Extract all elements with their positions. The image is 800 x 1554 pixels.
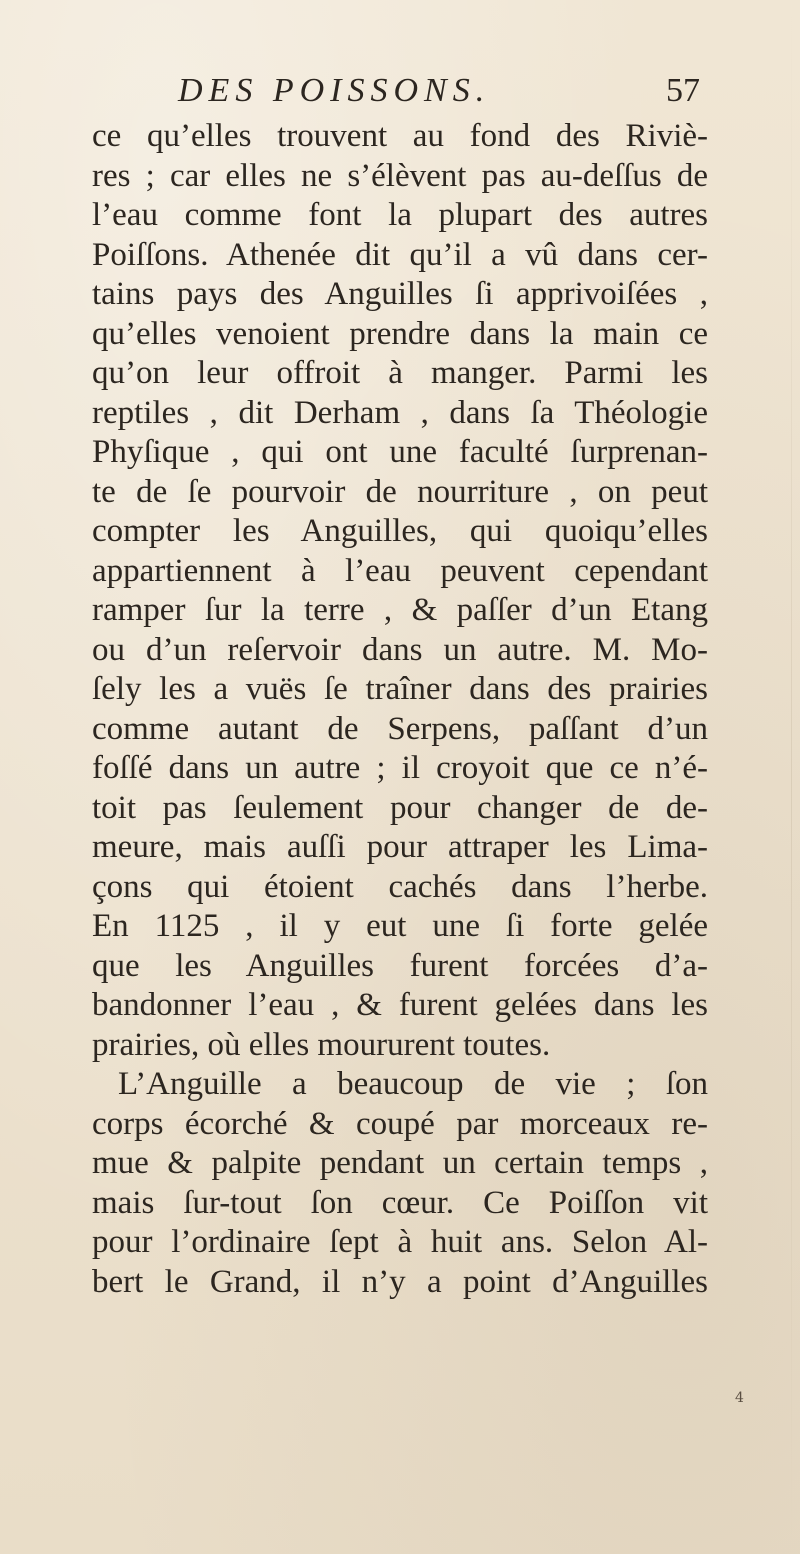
text-line: prairies, où elles moururent toutes. [92,1026,551,1063]
text-line: mue & palpite pendant un certain temps , [92,1145,708,1181]
text-line: ſely les a vuës ſe traîner dans des prairies [92,671,708,707]
text-line: reptiles , dit Derham , dans ſa Théologie [92,394,708,431]
text-line: bert le Grand, il n’y a point d’Anguilles [92,1263,708,1300]
text-line: mais ſur-tout ſon cœur. Ce Poiſſon vit [92,1184,708,1221]
signature-mark: 4 [735,1390,744,1406]
text-line: çons qui étoient cachés dans l’herbe. [92,868,708,905]
page-number: 57 [666,72,700,109]
text-line: ce qu’elles trouvent au fond des Riviè- [92,118,708,154]
text-line: l’eau comme font la plupart des autres [92,197,708,233]
text-line: qu’on leur offroit à manger. Parmi les [92,355,708,391]
text-line: qu’elles venoient prendre dans la main ce [92,315,708,352]
text-line: pour l’ordinaire ſept à huit ans. Selon Al- [92,1224,708,1260]
text-line: toit pas ſeulement pour changer de de- [92,789,708,826]
text-line: bandonner l’eau , & furent gelées dans les [92,987,708,1023]
running-head [178,72,700,112]
text-line: ramper ſur la terre , & paſſer d’un Etang [92,592,708,628]
body-text [92,117,708,1302]
text-line: compter les Anguilles, qui quoiqu’elles [92,513,708,549]
text-line: En 1125 , il y eut une ſi forte gelée [92,908,708,944]
page-edge-shadow [791,0,792,1554]
text-line: tains pays des Anguilles ſi apprivoiſées , [92,276,708,312]
text-line-paragraph-start: L’Anguille a beaucoup de vie ; ſon [118,1066,708,1102]
text-line: te de ſe pourvoir de nourriture , on peut [92,473,708,510]
text-line: que les Anguilles furent forcées d’a- [92,947,708,984]
running-title: DES POISSONS. [178,72,491,109]
text-line: ou d’un reſervoir dans un autre. M. Mo- [92,631,708,668]
text-line: Phyſique , qui ont une faculté ſurprenan- [92,434,708,470]
text-line: res ; car elles ne s’élèvent pas au-deſſus de [92,157,708,194]
text-line: Poiſſons. Athenée dit qu’il a vû dans cer- [92,236,708,273]
text-line: comme autant de Serpens, paſſant d’un [92,710,708,747]
text-line: foſſé dans un autre ; il croyoit que ce n’é- [92,750,708,786]
text-line: appartiennent à l’eau peuvent cependant [92,552,708,589]
text-line: meure, mais auſſi pour attraper les Lima- [92,829,708,865]
text-line: corps écorché & coupé par morceaux re- [92,1105,708,1142]
